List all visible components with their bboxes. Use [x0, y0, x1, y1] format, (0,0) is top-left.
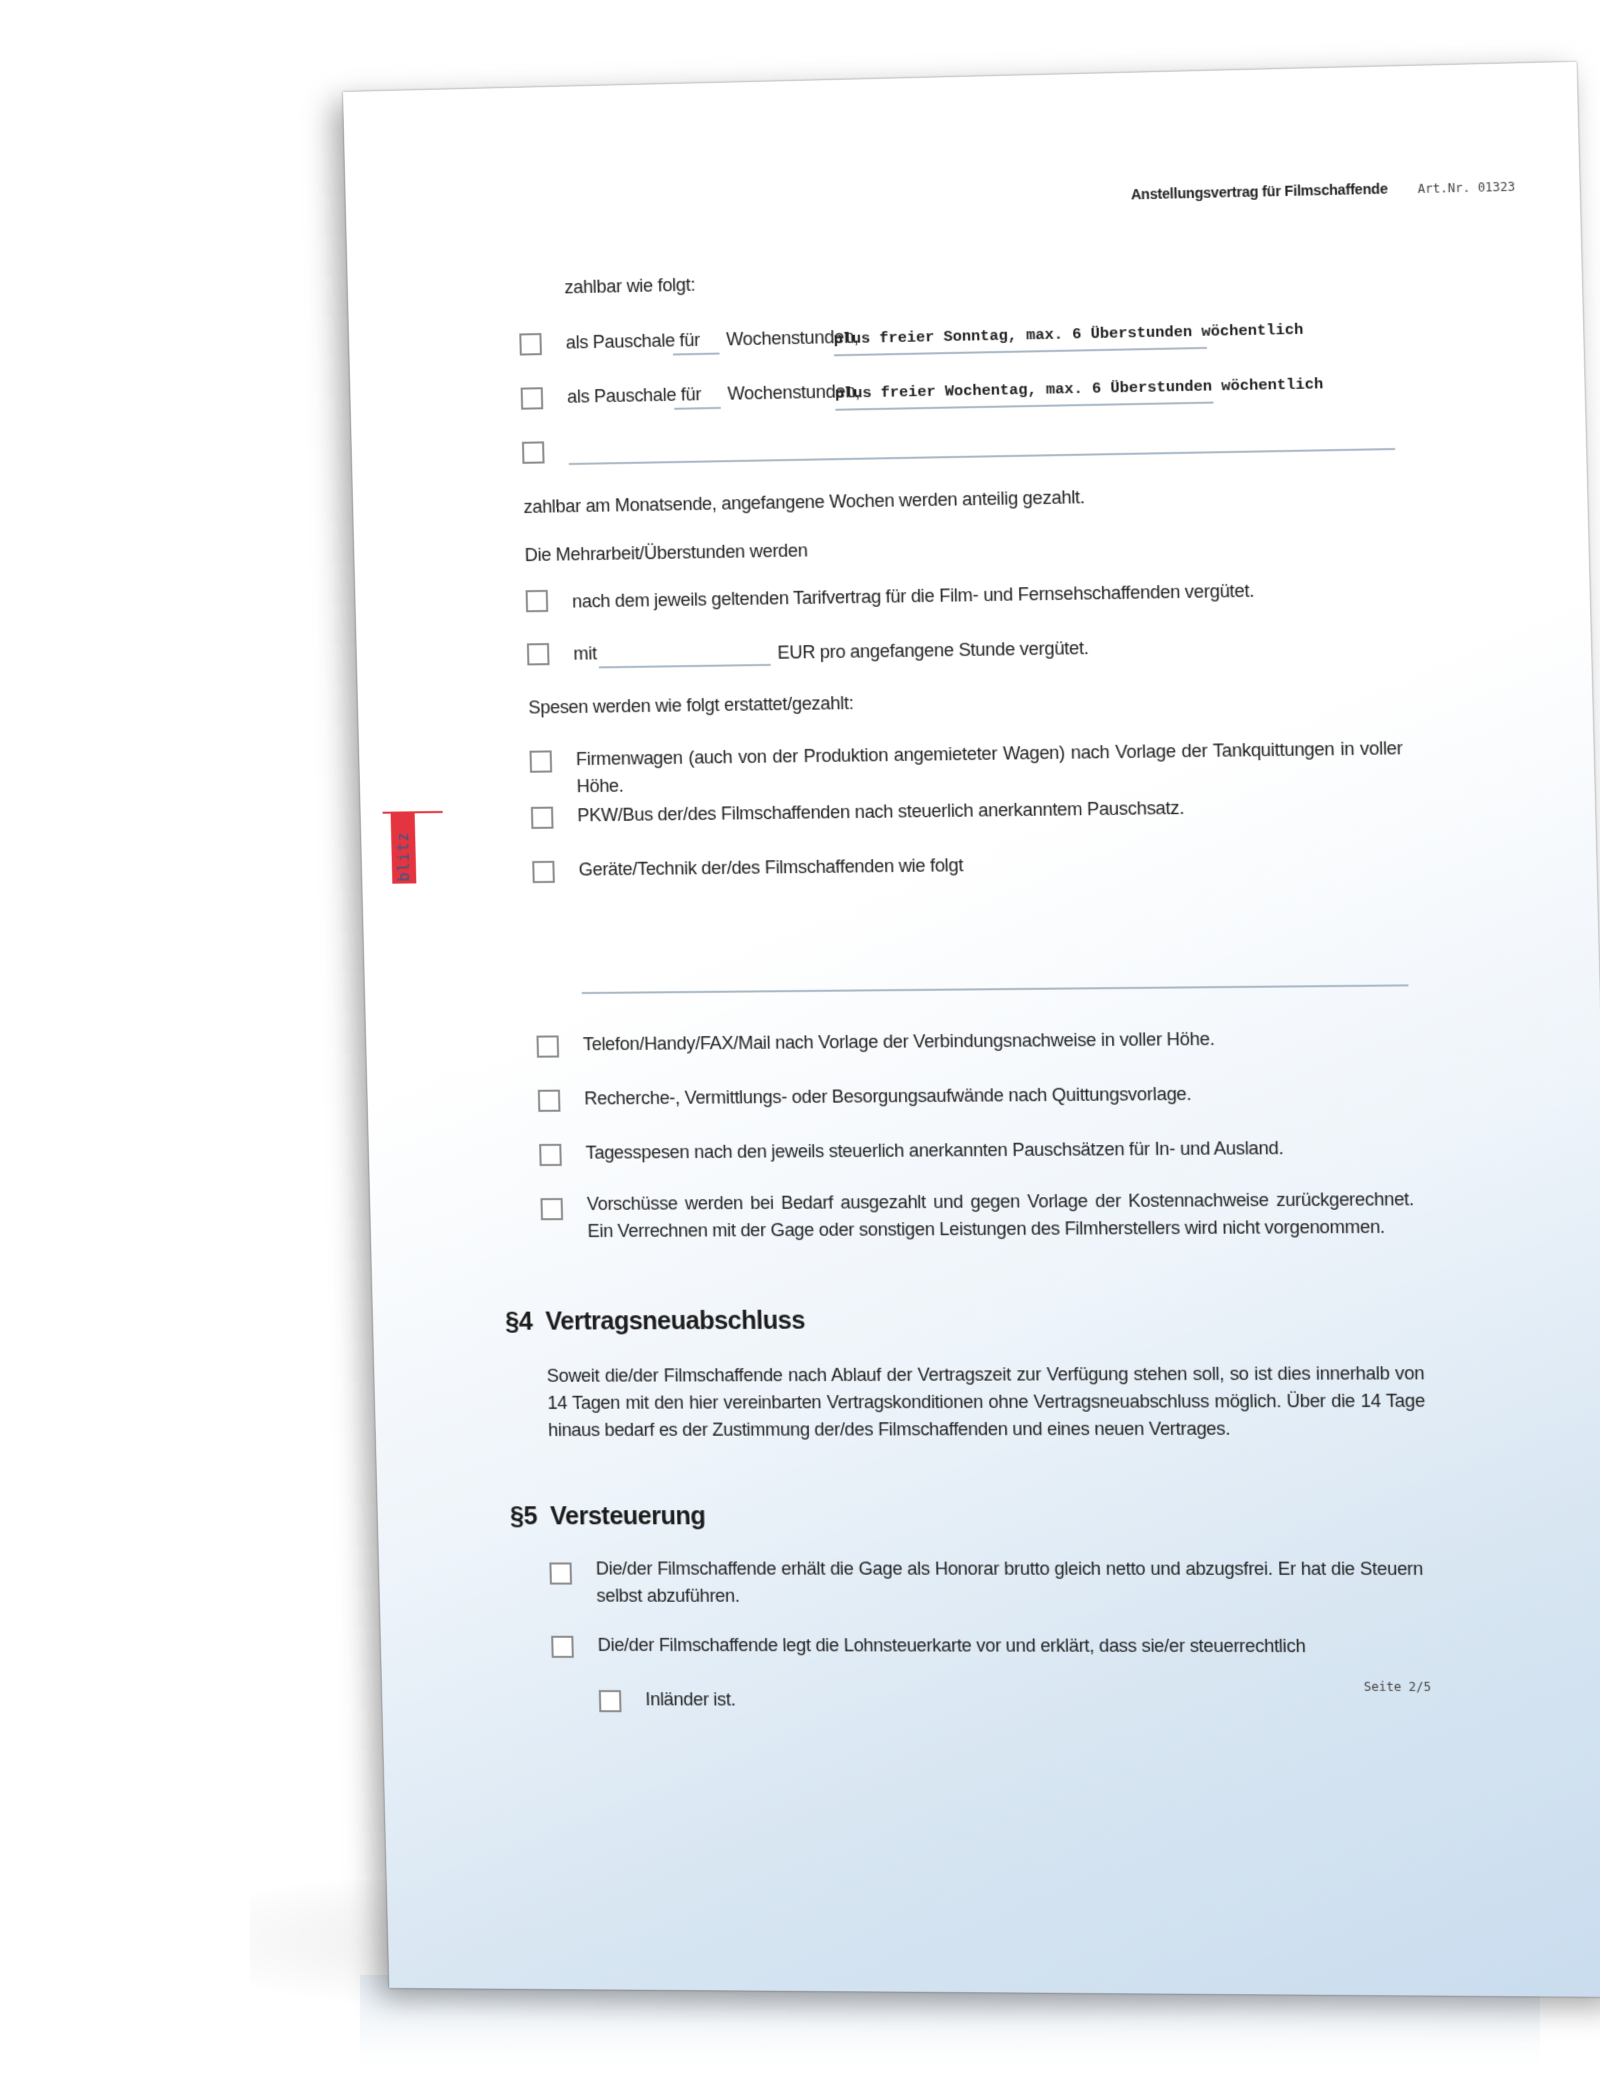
overtime-eur-checkbox[interactable]	[527, 643, 550, 665]
section-5-number: §5	[509, 1502, 538, 1531]
expense-vorschuesse-text: Vorschüsse werden bei Bedarf ausgezahlt und gegen Vorlage der Kostennachweise zurückgerechnet. Ein Verrechnen mit der Gage oder sonstigen Leistungen des Filmherstellers wird nicht vorgenommen.	[586, 1188, 1415, 1242]
expense-telefon-checkbox[interactable]	[536, 1035, 559, 1057]
expense-telefon-text: Telefon/Handy/FAX/Mail nach Vorlage der Verbindungsnachweise in voller Höhe.	[582, 1028, 1215, 1055]
hours-field-2[interactable]	[674, 407, 721, 410]
overtime-eur-text: EUR pro angefangene Stunde vergütet.	[777, 637, 1089, 663]
pauschale-label-2: als Pauschale für	[566, 384, 702, 407]
expense-pkw-checkbox[interactable]	[531, 807, 554, 829]
expense-recherche-checkbox[interactable]	[538, 1090, 561, 1112]
expense-tagesspesen-checkbox[interactable]	[539, 1144, 562, 1166]
overtime-mit-label: mit	[573, 643, 597, 664]
tax-lohnsteuer-text: Die/der Filmschaffende legt die Lohnsteuerkarte vor und erklärt, dass sie/er steuerrechtlich	[597, 1634, 1306, 1657]
section-5-title: Versteuerung	[549, 1502, 706, 1531]
tax-honorar-checkbox[interactable]	[549, 1562, 572, 1584]
monthly-payment-note: zahlbar am Monatsende, angefangene Wochen werden anteilig gezahlt.	[523, 487, 1085, 518]
expense-vorschuesse-checkbox[interactable]	[540, 1198, 563, 1220]
formblitz-logo: FORMblitz	[391, 811, 419, 957]
header-article-number: Art.Nr. 01323	[1417, 179, 1516, 197]
expense-recherche-text: Recherche-, Vermittlungs- oder Besorgungsaufwände nach Quittungsvorlage.	[584, 1083, 1192, 1109]
pauschale-option-1-line	[834, 347, 1207, 356]
expense-firmenwagen-text: Firmenwagen (auch von der Produktion angemieteter Wagen) nach Vorlage der Tankquittungen in voller Höhe.	[575, 738, 1403, 797]
header-title: Anstellungsvertrag für Filmschaffende	[1130, 180, 1388, 203]
tax-inlaender-text: Inländer ist.	[645, 1689, 736, 1710]
expense-pkw-text: PKW/Bus der/des Filmschaffenden nach steuerlich anerkanntem Pauschsatz.	[577, 797, 1185, 826]
pauschale-wochentag-checkbox[interactable]	[521, 387, 544, 409]
tax-honorar-text: Die/der Filmschaffende erhält die Gage als Honorar brutto gleich netto und abzugsfrei. Er hat die Steuern selbst abzuführen.	[595, 1558, 1424, 1606]
payment-intro: zahlbar wie folgt:	[564, 274, 696, 298]
pauschale-option-2-line	[835, 402, 1213, 411]
expense-geraete-checkbox[interactable]	[532, 861, 555, 883]
expenses-intro: Spesen werden wie folgt erstattet/gezahlt:	[528, 692, 854, 718]
expense-firmenwagen-checkbox[interactable]	[530, 750, 553, 772]
wochenstunden-label-1: Wochenstunden,	[725, 326, 859, 350]
page-number: Seite 2/5	[1363, 1679, 1432, 1695]
expense-tagesspesen-text: Tagesspesen nach den jeweils steuerlich anerkannten Pauschsätzen für In- und Ausland.	[585, 1137, 1284, 1163]
section-4-title: Vertragsneuabschluss	[545, 1306, 806, 1336]
pauschale-option-2-value: plus freier Wochentag, max. 6 Überstunden wöchentlich	[834, 376, 1324, 403]
tax-lohnsteuer-checkbox[interactable]	[551, 1636, 574, 1658]
expense-geraete-field[interactable]	[582, 984, 1409, 994]
overtime-intro: Die Mehrarbeit/Überstunden werden	[524, 540, 808, 566]
tax-inlaender-checkbox[interactable]	[599, 1690, 622, 1712]
expense-geraete-text: Geräte/Technik der/des Filmschaffenden wie folgt	[578, 855, 964, 880]
section-4-number: §4	[504, 1307, 533, 1336]
overtime-tarif-checkbox[interactable]	[526, 590, 549, 612]
pauschale-sonntag-checkbox[interactable]	[519, 333, 542, 356]
wochenstunden-label-2: Wochenstunden,	[727, 381, 861, 404]
pauschale-custom-checkbox[interactable]	[522, 441, 545, 463]
overtime-tarif-text: nach dem jeweils geltenden Tarifvertrag für die Film- und Fernsehschaffenden vergütet.	[571, 580, 1255, 612]
pauschale-custom-field[interactable]	[569, 448, 1395, 465]
pauschale-label-1: als Pauschale für	[565, 329, 701, 353]
document-page	[343, 62, 1600, 1997]
section-4-text: Soweit die/der Filmschaffende nach Ablauf der Vertragszeit zur Verfügung stehen soll, so ist dies innerhalb von 14 Tagen mit den hier vereinbarten Vertragskonditionen ohne Vertragsneuabschluss möglich. Über die 14 Tage hinaus bedarf es der Zustimmung der/des Filmschaffenden und eines neuen Vertrages.	[546, 1363, 1426, 1441]
pauschale-option-1-value: plus freier Sonntag, max. 6 Überstunden wöchentlich	[833, 321, 1304, 349]
hours-field-1[interactable]	[673, 353, 720, 356]
overtime-eur-field[interactable]	[599, 664, 771, 669]
